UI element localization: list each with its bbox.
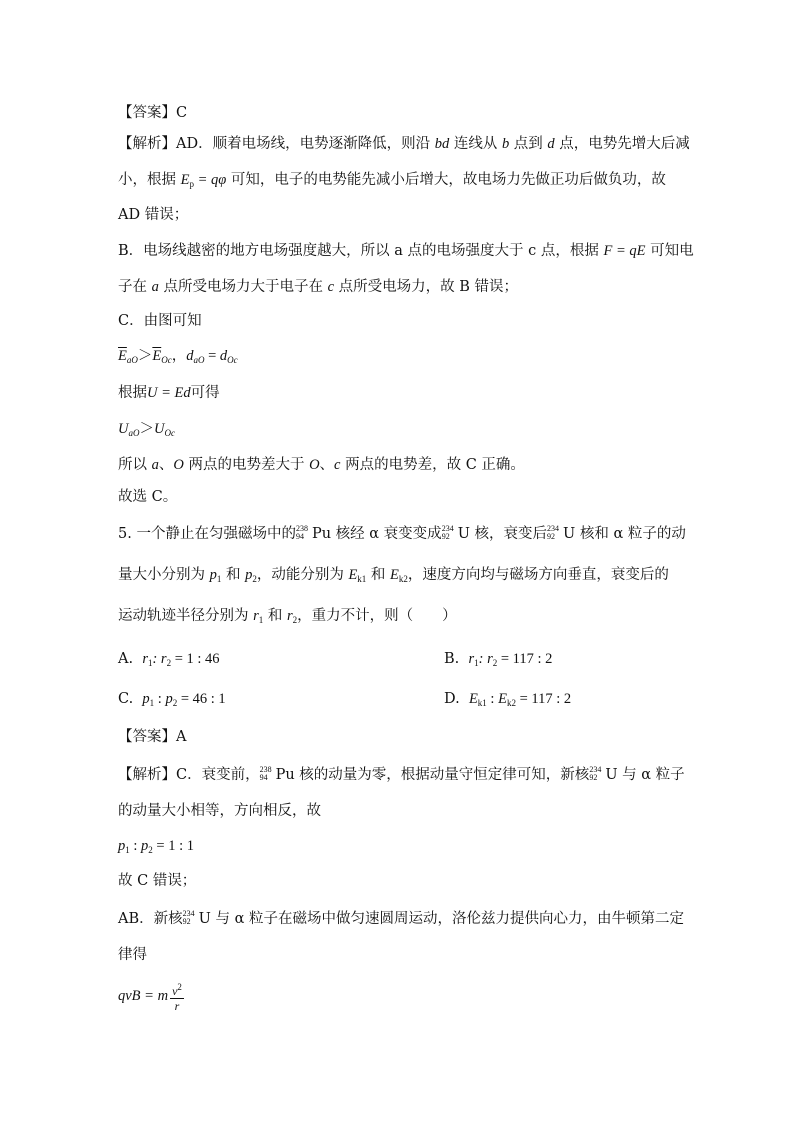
math-var: p: [141, 838, 149, 854]
analysis-line-5: [118, 277, 518, 297]
option-value: = 1 : 46: [171, 651, 220, 667]
text: ，动能分别为: [256, 567, 349, 583]
analysis-line-6: C．由图可知: [118, 313, 202, 329]
text: 两点的电势差大于: [183, 457, 310, 473]
formula-fqe: F = qE: [603, 243, 646, 259]
math-op: =: [204, 348, 220, 364]
text: 点到: [509, 136, 548, 152]
question-5-line-1: [118, 523, 686, 545]
subscript: 1: [147, 658, 153, 668]
math-ek2: [390, 567, 408, 583]
math-var: a: [151, 279, 159, 295]
text: 子在: [118, 279, 152, 295]
subscript: Oc: [227, 355, 238, 365]
numerator: [170, 980, 184, 999]
math-expr: qvB = m: [118, 987, 169, 1004]
text: 小，根据: [118, 172, 181, 188]
text: 点所受电场力，故 B 错误；: [334, 279, 518, 295]
subscript: aO: [126, 355, 138, 365]
math-var: O: [173, 457, 184, 473]
text: ，速度方向均与磁场方向垂直，衰变后的: [407, 567, 669, 583]
question-5-line-3: [118, 606, 457, 630]
analysis-line-2: [118, 170, 666, 194]
analysis-line-4: [118, 241, 694, 261]
option-label: D.: [444, 691, 460, 707]
math-op: ＞: [137, 348, 153, 364]
mass-number: 234: [441, 524, 454, 533]
option-value: = 117 : 2: [497, 651, 553, 667]
mass-number: 238: [295, 524, 308, 533]
option-a-formula: [142, 651, 219, 667]
formula-e-compare: [118, 346, 238, 370]
option-value: = 46 : 1: [177, 691, 226, 707]
answer-label-2: 【答案】A: [118, 729, 187, 745]
text: 【解析】AD．顺着电场线，电势逐渐降低，则沿: [118, 136, 435, 152]
formula-u-compare: [118, 419, 175, 443]
option-d-formula: [469, 691, 571, 707]
element-symbol: Pu: [275, 767, 295, 783]
math-var: $\overline{E}$: [152, 348, 162, 364]
option-c-formula: [142, 691, 225, 707]
text: 核的动量为零，根据动量守恒定律可知，新核: [294, 767, 590, 783]
math-var: r: [286, 608, 293, 624]
math-var: p: [142, 691, 150, 707]
subscript: k2: [398, 574, 408, 584]
subscript: k1: [357, 574, 367, 584]
math-var: r: [468, 651, 475, 667]
subscript: p: [189, 179, 194, 189]
subscript: 2: [492, 658, 498, 668]
option-label: B.: [444, 651, 460, 667]
text: 可得: [190, 385, 220, 401]
math-expr: : r: [152, 651, 167, 667]
mass-number: 234: [589, 765, 602, 774]
atomic-number: 92: [441, 532, 450, 541]
subscript: 1: [258, 615, 264, 625]
element-symbol: Pu: [311, 526, 332, 542]
math-var: E: [390, 567, 399, 583]
superscript: 2: [177, 982, 182, 992]
option-c[interactable]: [118, 689, 226, 713]
formula-lorentz: [118, 980, 184, 1013]
text: 和: [221, 567, 246, 583]
math-p2: [245, 567, 257, 583]
option-b-formula: [468, 651, 552, 667]
subscript: aO: [128, 428, 140, 438]
text: 和: [263, 608, 287, 624]
text: 可知电: [645, 243, 694, 259]
text: 【解析】C．衰变前，: [118, 767, 260, 783]
subscript: 2: [166, 658, 172, 668]
math-var: O: [309, 457, 320, 473]
subscript: 1: [149, 698, 155, 708]
math-var: bd: [434, 136, 450, 152]
atomic-number: 94: [295, 532, 304, 541]
text: 核，衰变后: [469, 526, 548, 542]
atomic-number: 94: [259, 773, 268, 782]
math-var: d: [547, 136, 555, 152]
element-symbol: U: [563, 526, 576, 542]
math-r2: [287, 608, 297, 624]
subscript: aO: [193, 355, 205, 365]
text: 和: [366, 567, 391, 583]
nuclide-u: [589, 764, 605, 786]
mass-number: 234: [182, 909, 195, 918]
math-var: d: [219, 348, 228, 364]
text: 、: [158, 457, 174, 473]
option-d[interactable]: [444, 689, 571, 713]
math-value: = 1 : 1: [152, 838, 194, 854]
text: B．电场线越密的地方电场强度越大，所以 a 点的电场强度大于 c 点，根据: [118, 243, 604, 259]
analysis-line-3: AD 错误；: [118, 207, 189, 223]
math-var: p: [245, 567, 253, 583]
element-symbol: U: [457, 526, 470, 542]
element-symbol: U: [605, 767, 618, 783]
atomic-number: 92: [182, 917, 191, 926]
subscript: Oc: [164, 428, 175, 438]
math-expr: : r: [478, 651, 493, 667]
fraction: [170, 980, 184, 1013]
subscript: k1: [477, 698, 487, 708]
text: 可知，电子的电势能先减小后增大，故电场力先做正功后做负功，故: [226, 172, 666, 188]
subscript: Oc: [161, 355, 172, 365]
math-r1: [253, 608, 263, 624]
math-var: U: [153, 421, 165, 437]
option-b[interactable]: [444, 649, 552, 673]
math-var: r: [142, 651, 148, 667]
text: 量大小分别为: [118, 567, 210, 583]
text: 连线从: [449, 136, 502, 152]
subscript: k2: [506, 698, 516, 708]
subscript: 2: [172, 698, 178, 708]
math-var: E: [498, 691, 507, 707]
text: 核和 α 粒子的动: [575, 526, 686, 542]
analysis-line-1: [118, 134, 690, 154]
text: 与 α 粒子在磁场中做匀速圆周运动，洛伦兹力提供向心力，由牛顿第二定: [210, 911, 684, 927]
answer-label-1: 【答案】C: [118, 105, 188, 121]
subscript: 2: [148, 845, 153, 855]
math-p1: [210, 567, 222, 583]
element-symbol: U: [198, 911, 211, 927]
math-var: b: [501, 136, 510, 152]
subscript: 2: [292, 615, 298, 625]
math-op: ＞: [139, 421, 154, 437]
analysis2-line-1: [118, 764, 685, 786]
nuclide-u: [183, 908, 199, 930]
subscript: 1: [125, 845, 130, 855]
option-label: C.: [118, 691, 134, 707]
text: 核经 α 衰变变成: [331, 526, 442, 542]
text: 5. 一个静止在匀强磁场中的: [118, 526, 296, 542]
text: ，重力不计，则（ ）: [297, 608, 457, 624]
analysis2-line-4: 故 C 错误；: [118, 873, 197, 889]
mass-number: 238: [259, 765, 272, 774]
subscript: 2: [252, 574, 257, 584]
math-var: $\overline{E}$: [118, 348, 127, 364]
nuclide-u: [547, 523, 563, 545]
separator: ，: [171, 348, 187, 364]
nuclide-u: [442, 523, 458, 545]
math-var: p: [165, 691, 173, 707]
math-var: U: [118, 421, 129, 437]
math-var: E: [180, 172, 190, 188]
math-ek1: [348, 567, 366, 583]
formula-ued: U = Ed: [147, 385, 191, 401]
math-var: a: [151, 457, 159, 473]
question-5-line-2: [118, 565, 669, 589]
colon: :: [129, 838, 142, 854]
math-var: r: [253, 608, 259, 624]
analysis-line-10: [118, 455, 525, 475]
option-a[interactable]: [118, 649, 220, 673]
math-var: p: [209, 567, 217, 583]
formula-ep: [181, 172, 227, 188]
text: 与 α 粒子: [617, 767, 685, 783]
math-expr: = qφ: [193, 172, 227, 188]
subscript: 1: [216, 574, 222, 584]
analysis-line-8: [118, 383, 220, 403]
analysis2-line-6: 律得: [118, 947, 147, 963]
text: 运动轨迹半径分别为: [118, 608, 254, 624]
formula-p-ratio: [118, 836, 194, 860]
nuclide-pu: [296, 523, 312, 545]
text: 所以: [118, 457, 152, 473]
math-var: E: [468, 691, 478, 707]
text: AB．新核: [118, 911, 183, 927]
math-var: c: [327, 279, 335, 295]
denominator: r: [174, 999, 180, 1013]
atomic-number: 92: [547, 532, 556, 541]
mass-number: 234: [547, 524, 560, 533]
text: 点，电势先增大后减: [554, 136, 690, 152]
text: 点所受电场力大于电子在: [158, 279, 328, 295]
math-var: E: [348, 567, 358, 583]
math-var: c: [334, 457, 341, 473]
text: 两点的电势差，故 C 正确。: [340, 457, 525, 473]
math-var: v: [172, 984, 178, 998]
text: 根据: [118, 385, 147, 401]
math-var: p: [118, 838, 126, 854]
colon: :: [154, 691, 166, 707]
analysis-line-11: 故选 C。: [118, 489, 178, 505]
math-var: d: [186, 348, 194, 364]
atomic-number: 92: [589, 773, 598, 782]
text: 、: [319, 457, 335, 473]
analysis2-line-2: 的动量大小相等，方向相反，故: [118, 803, 321, 819]
analysis2-line-5: [118, 908, 684, 930]
colon: :: [486, 691, 499, 707]
option-value: = 117 : 2: [515, 691, 572, 707]
nuclide-pu: [260, 764, 276, 786]
subscript: 1: [474, 658, 479, 668]
option-label: A.: [118, 651, 134, 667]
